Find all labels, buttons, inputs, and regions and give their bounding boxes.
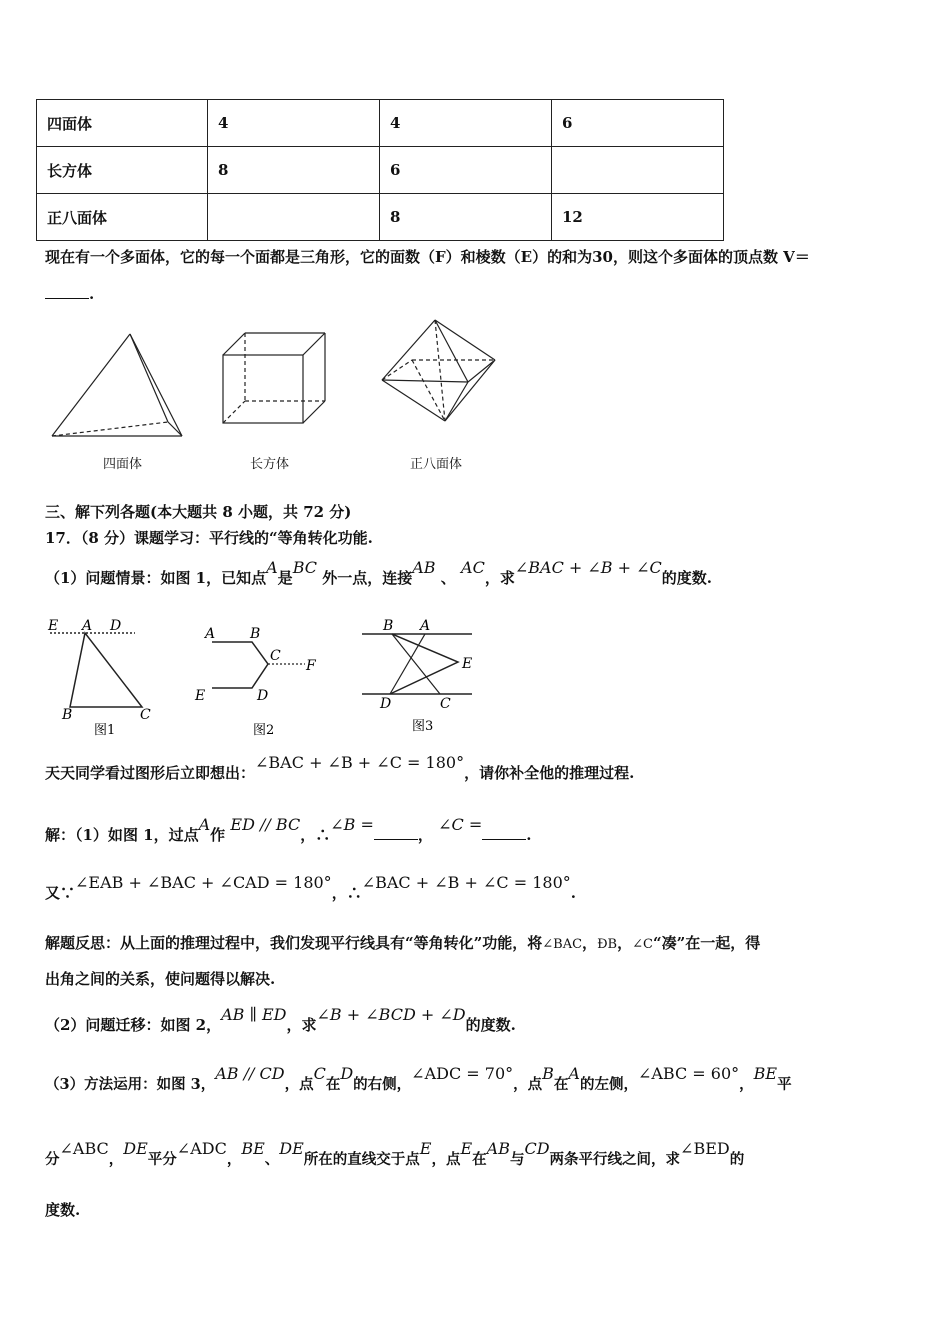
part-3-line-1 bbox=[45, 1064, 792, 1094]
text: 在 bbox=[553, 1076, 569, 1093]
text: ， bbox=[417, 826, 433, 844]
text: 解题反思：从上面的推理过程中，我们发现平行线具有“等角转化”功能，将 bbox=[45, 934, 543, 952]
text: 在 bbox=[472, 1151, 487, 1168]
point-a: A bbox=[198, 815, 211, 834]
text: 外一点，连接 bbox=[322, 569, 413, 587]
solution-step-1 bbox=[45, 815, 532, 845]
figure-3-caption: 图3 bbox=[412, 719, 434, 734]
label-b: B bbox=[62, 707, 73, 723]
point-a: A bbox=[266, 558, 278, 577]
text: （2）问题迁移：如图 2， bbox=[45, 1016, 222, 1034]
table-row bbox=[37, 100, 724, 147]
text: 的 bbox=[729, 1151, 745, 1168]
text: 又∵ bbox=[45, 884, 76, 902]
segment-de: DE bbox=[123, 1139, 148, 1158]
period: . bbox=[89, 285, 95, 303]
text: 平 bbox=[777, 1076, 792, 1093]
segment-ab: AB bbox=[486, 1139, 510, 1158]
label-e: E bbox=[48, 618, 59, 634]
text: ，∴ bbox=[300, 826, 331, 844]
text: ， bbox=[582, 934, 598, 952]
figure-2 bbox=[194, 626, 317, 738]
text: 平分 bbox=[147, 1151, 177, 1168]
question-17-title: 17．（8 分）课题学习：平行线的“等角转化功能. bbox=[45, 529, 373, 547]
figures-1-2-3 bbox=[40, 612, 490, 742]
segment-ab: AB bbox=[412, 558, 436, 577]
segment-de: DE bbox=[279, 1139, 304, 1158]
angle-c: ∠C = bbox=[438, 815, 483, 834]
text: ，点 bbox=[284, 1076, 314, 1093]
angle-bac: ∠BAC bbox=[542, 937, 583, 952]
text: ， bbox=[739, 1076, 754, 1093]
solids-figure bbox=[40, 318, 510, 448]
cuboid-drawing bbox=[223, 333, 325, 423]
angle-abc: ∠ABC = 60° bbox=[637, 1064, 740, 1083]
label-e: E bbox=[195, 688, 206, 704]
parallel-ab-ed: AB ∥ ED bbox=[221, 1005, 287, 1024]
text: 解：（1）如图 1，过点 bbox=[45, 826, 199, 844]
figure-1 bbox=[47, 618, 151, 738]
label-d: D bbox=[257, 688, 269, 704]
text: （1）问题情景：如图 1，已知点 bbox=[45, 569, 267, 587]
segment-be: BE bbox=[241, 1139, 265, 1158]
reflection-line-2: 出角之间的关系，使问题得以解决. bbox=[45, 970, 276, 988]
angle-equation-1: ∠EAB + ∠BAC + ∠CAD = 180° bbox=[75, 873, 332, 892]
angle-adc: ∠ADC = 70° bbox=[411, 1064, 514, 1083]
text: “凑”在一起，得 bbox=[652, 934, 761, 952]
angle-sum-expression: ∠B + ∠BCD + ∠D bbox=[316, 1005, 466, 1024]
table-cell: 8 bbox=[208, 147, 380, 194]
text: . bbox=[526, 826, 532, 844]
text: （3）方法运用：如图 3， bbox=[45, 1076, 216, 1093]
caption-cuboid: 长方体 bbox=[250, 457, 290, 472]
label-d: D bbox=[380, 696, 392, 712]
text: 作 bbox=[210, 826, 226, 844]
text: 所在的直线交于点 bbox=[303, 1151, 420, 1168]
parallel-ab-cd: AB // CD bbox=[215, 1064, 285, 1083]
part-3-line-2 bbox=[45, 1139, 745, 1169]
point-c: C bbox=[313, 1064, 326, 1083]
idea-statement bbox=[45, 753, 635, 783]
table-cell bbox=[552, 147, 724, 194]
polyhedron-table bbox=[36, 99, 724, 241]
text: ， bbox=[226, 1151, 242, 1168]
table-cell: 四面体 bbox=[37, 100, 208, 147]
text: . bbox=[570, 884, 576, 902]
label-d: D bbox=[110, 618, 122, 634]
table-cell bbox=[208, 194, 380, 241]
table-cell: 8 bbox=[380, 194, 552, 241]
answer-blank-line bbox=[45, 284, 94, 303]
text: 天天同学看过图形后立即想出： bbox=[45, 764, 256, 782]
label-a: A bbox=[82, 618, 93, 634]
label-a: A bbox=[420, 618, 431, 634]
table-cell: 6 bbox=[552, 100, 724, 147]
text: ， bbox=[617, 934, 633, 952]
text: ，点 bbox=[513, 1076, 543, 1093]
table-row bbox=[37, 194, 724, 241]
point-d: D bbox=[340, 1064, 354, 1083]
label-b: B bbox=[383, 618, 394, 634]
answer-blank-b[interactable] bbox=[374, 825, 418, 840]
label-b: B bbox=[250, 626, 261, 642]
text: 与 bbox=[509, 1151, 525, 1168]
table-cell: 长方体 bbox=[37, 147, 208, 194]
table-row bbox=[37, 147, 724, 194]
angle-c: ∠C bbox=[632, 937, 653, 952]
tetrahedron-drawing bbox=[52, 334, 182, 436]
angle-abc: ∠ABC bbox=[59, 1139, 109, 1158]
question-16-body: 现在有一个多面体，它的每一个面都是三角形，它的面数（F）和棱数（E）的和为30，则这个多面体的顶点数 V＝ bbox=[45, 248, 810, 266]
figure-1-caption: 图1 bbox=[94, 723, 116, 738]
angle-bed: ∠BED bbox=[680, 1139, 730, 1158]
part-3-line-3: 度数. bbox=[45, 1201, 81, 1219]
label-e: E bbox=[462, 656, 473, 672]
text: 的右侧， bbox=[353, 1076, 412, 1093]
label-f: F bbox=[306, 658, 316, 674]
answer-blank-c[interactable] bbox=[482, 825, 526, 840]
caption-tetrahedron: 四面体 bbox=[103, 457, 143, 472]
point-b: B bbox=[542, 1064, 554, 1083]
text: 、 bbox=[440, 569, 456, 587]
text: 的度数. bbox=[661, 569, 713, 587]
solution-step-2 bbox=[45, 873, 576, 903]
reflection-line-1 bbox=[45, 932, 760, 953]
text: 两条平行线之间，求 bbox=[549, 1151, 681, 1168]
angle-equation-2: ∠BAC + ∠B + ∠C = 180° bbox=[361, 873, 571, 892]
answer-blank[interactable] bbox=[45, 284, 89, 299]
text: 、 bbox=[264, 1151, 280, 1168]
table-cell: 正八面体 bbox=[37, 194, 208, 241]
section-3-title: 三、解下列各题(本大题共 8 小题，共 72 分) bbox=[45, 503, 352, 521]
text: ，请你补全他的推理过程. bbox=[464, 764, 635, 782]
text: 的度数. bbox=[465, 1016, 516, 1034]
segment-cd: CD bbox=[524, 1139, 550, 1158]
figure-3 bbox=[362, 618, 472, 734]
text: ，∴ bbox=[331, 884, 362, 902]
angle-adc: ∠ADC bbox=[176, 1139, 227, 1158]
label-c: C bbox=[440, 696, 451, 712]
text: 在 bbox=[325, 1076, 341, 1093]
figure-2-caption: 图2 bbox=[253, 723, 275, 738]
text: ，求 bbox=[286, 1016, 317, 1034]
table-cell: 4 bbox=[208, 100, 380, 147]
part-2-statement bbox=[45, 1005, 516, 1035]
text: ， bbox=[108, 1151, 124, 1168]
point-e: E bbox=[419, 1139, 432, 1158]
text: 是 bbox=[277, 569, 293, 587]
angle-b: ÐB bbox=[597, 937, 618, 952]
text: 的左侧， bbox=[579, 1076, 638, 1093]
parallel-ed-bc: ED // BC bbox=[230, 815, 301, 834]
label-a: A bbox=[205, 626, 216, 642]
question-16-text bbox=[45, 246, 810, 267]
segment-be: BE bbox=[753, 1064, 778, 1083]
table-cell: 12 bbox=[552, 194, 724, 241]
octahedron-drawing bbox=[382, 320, 495, 421]
segment-bc: BC bbox=[292, 558, 317, 577]
label-c: C bbox=[140, 707, 151, 723]
angle-b: ∠B = bbox=[330, 815, 374, 834]
label-c: C bbox=[270, 648, 281, 664]
segment-ac: AC bbox=[461, 558, 485, 577]
table-cell: 6 bbox=[380, 147, 552, 194]
part-1-statement bbox=[45, 558, 713, 588]
angle-sum-expression: ∠BAC + ∠B + ∠C bbox=[514, 558, 662, 577]
table-cell: 4 bbox=[380, 100, 552, 147]
text: 分 bbox=[45, 1151, 60, 1168]
angle-sum-equation: ∠BAC + ∠B + ∠C = 180° bbox=[255, 753, 465, 772]
text: ，点 bbox=[431, 1151, 461, 1168]
text: ，求 bbox=[484, 569, 515, 587]
point-a: A bbox=[568, 1064, 580, 1083]
caption-octahedron: 正八面体 bbox=[410, 457, 463, 472]
point-e: E bbox=[460, 1139, 473, 1158]
